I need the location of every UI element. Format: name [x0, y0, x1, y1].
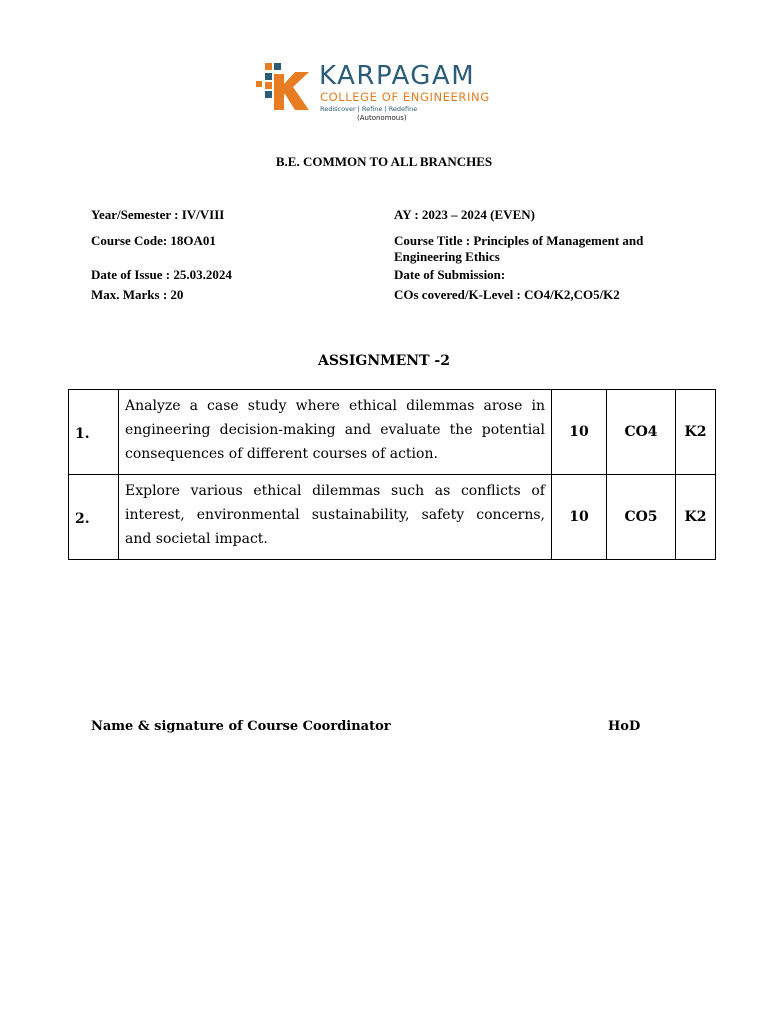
cos-covered: COs covered/K-Level : CO4/K2,CO5/K2	[394, 287, 620, 302]
logo-tagline: Rediscover | Refine | Redefine	[320, 105, 418, 113]
hod-signature-label: HoD	[608, 719, 641, 734]
question-k-level: K2	[676, 390, 716, 475]
question-text: Explore various ethical dilemmas such as conflicts of interest, environmental sustainability, safety concerns, and societal impact.	[119, 475, 552, 560]
question-co: CO5	[607, 475, 676, 560]
assignment-title: ASSIGNMENT -2	[318, 353, 450, 369]
college-logo	[255, 58, 525, 124]
question-text: Analyze a case study where ethical dilemmas arose in engineering decision-making and evaluate the potential consequences of different courses of action.	[119, 390, 552, 475]
max-marks: Max. Marks : 20	[91, 287, 184, 302]
course-title: Course Title : Principles of Management and Engineering Ethics	[394, 233, 644, 264]
date-of-issue: Date of Issue : 25.03.2024	[91, 267, 232, 282]
year-semester: Year/Semester : IV/VIII	[91, 207, 225, 222]
logo-autonomous: (Autonomous)	[357, 114, 407, 122]
question-number: 2.	[69, 475, 119, 560]
academic-year: AY : 2023 – 2024 (EVEN)	[394, 207, 535, 222]
question-marks: 10	[552, 475, 607, 560]
date-of-submission: Date of Submission:	[394, 267, 506, 282]
program-heading: B.E. COMMON TO ALL BRANCHES	[275, 154, 493, 169]
logo-name: KARPAGAM	[319, 61, 476, 91]
table-row	[69, 390, 716, 475]
table-row	[69, 475, 716, 560]
question-number: 1.	[69, 390, 119, 475]
questions-table	[68, 389, 716, 560]
karpagam-k-logo-icon	[255, 60, 313, 112]
logo-subtitle: COLLEGE OF ENGINEERING	[320, 90, 490, 104]
question-k-level: K2	[676, 475, 716, 560]
question-co: CO4	[607, 390, 676, 475]
question-marks: 10	[552, 390, 607, 475]
course-code: Course Code: 18OA01	[91, 233, 216, 248]
coordinator-signature-label: Name & signature of Course Coordinator	[91, 719, 391, 734]
